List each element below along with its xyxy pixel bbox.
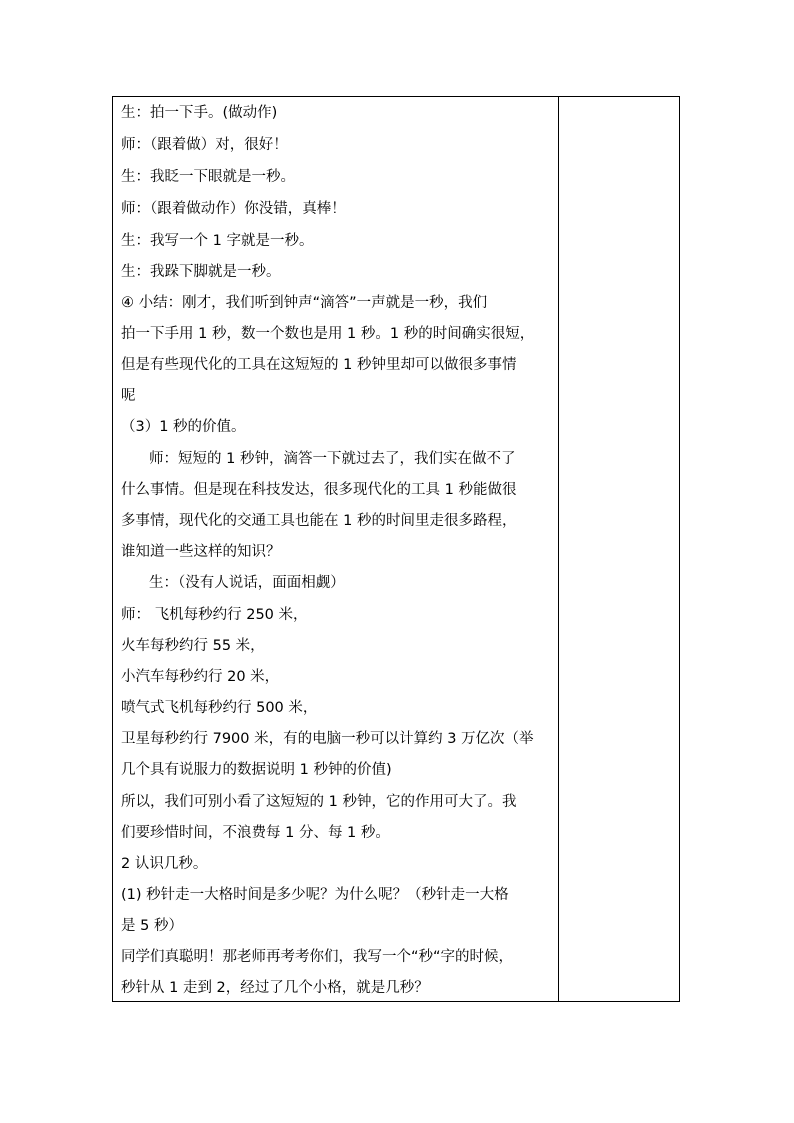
paragraph-line: 多事情，现代化的交通工具也能在 1 秒的时间里走很多路程， [121, 513, 517, 529]
section-heading: 2 认识几秒。 [121, 856, 208, 872]
paragraph-line: 谁知道一些这样的知识？ [121, 544, 281, 560]
dialogue-line: 生：我写一个 1 字就是一秒。 [121, 233, 314, 249]
summary-line: 呢 [121, 388, 136, 404]
summary-line: 但是有些现代化的工具在这短短的 1 秒钟里却可以做很多事情 [121, 357, 517, 373]
paragraph-line: 所以，我们可别小看了这短短的 1 秒钟，它的作用可大了。我 [121, 794, 517, 810]
paragraph-line: 秒针从 1 走到 2，经过了几个小格，就是几秒？ [121, 980, 429, 996]
fact-line: 几个具有说服力的数据说明 1 秒钟的价值) [121, 762, 392, 778]
dialogue-line: 生：拍一下手。(做动作) [121, 105, 278, 121]
summary-line: 拍一下手用 1 秒，数一个数也是用 1 秒。1 秒的时间确实很短， [121, 326, 535, 342]
paragraph-line: 们要珍惜时间，不浪费每 1 分、每 1 秒。 [121, 825, 390, 841]
paragraph-line: 师：短短的 1 秒钟，滴答一下就过去了，我们实在做不了 [149, 451, 516, 467]
fact-line: 喷气式飞机每秒约行 500 米， [121, 700, 318, 716]
dialogue-line: 生：我跺下脚就是一秒。 [121, 264, 281, 280]
dialogue-line: 师：（跟着做动作）你没错，真棒！ [121, 201, 346, 217]
fact-line: 小汽车每秒约行 20 米， [121, 669, 280, 685]
lesson-table [112, 96, 680, 1002]
fact-line: 师： 飞机每秒约行 250 米， [121, 607, 308, 623]
summary-line: ④ 小结：刚才，我们听到钟声“滴答”一声就是一秒，我们 [121, 295, 488, 311]
fact-line: 火车每秒约行 55 米， [121, 638, 265, 654]
dialogue-line: 生：（没有人说话，面面相觑） [149, 575, 345, 591]
question-line: 是 5 秒） [121, 918, 183, 934]
question-line: (1) 秒针走一大格时间是多少呢？为什么呢？（秒针走一大格 [121, 887, 509, 903]
fact-line: 卫星每秒约行 7900 米，有的电脑一秒可以计算约 3 万亿次（举 [121, 731, 534, 747]
notes-cell [559, 97, 680, 1001]
paragraph-line: 同学们真聪明！那老师再考考你们，我写一个“秒“字的时候， [121, 949, 514, 965]
dialogue-line: 生：我眨一下眼就是一秒。 [121, 169, 295, 185]
paragraph-line: 什么事情。但是现在科技发达，很多现代化的工具 1 秒能做很 [121, 482, 517, 498]
dialogue-line: 师：（跟着做）对，很好！ [121, 137, 288, 153]
section-heading: （3）1 秒的价值。 [121, 419, 246, 435]
